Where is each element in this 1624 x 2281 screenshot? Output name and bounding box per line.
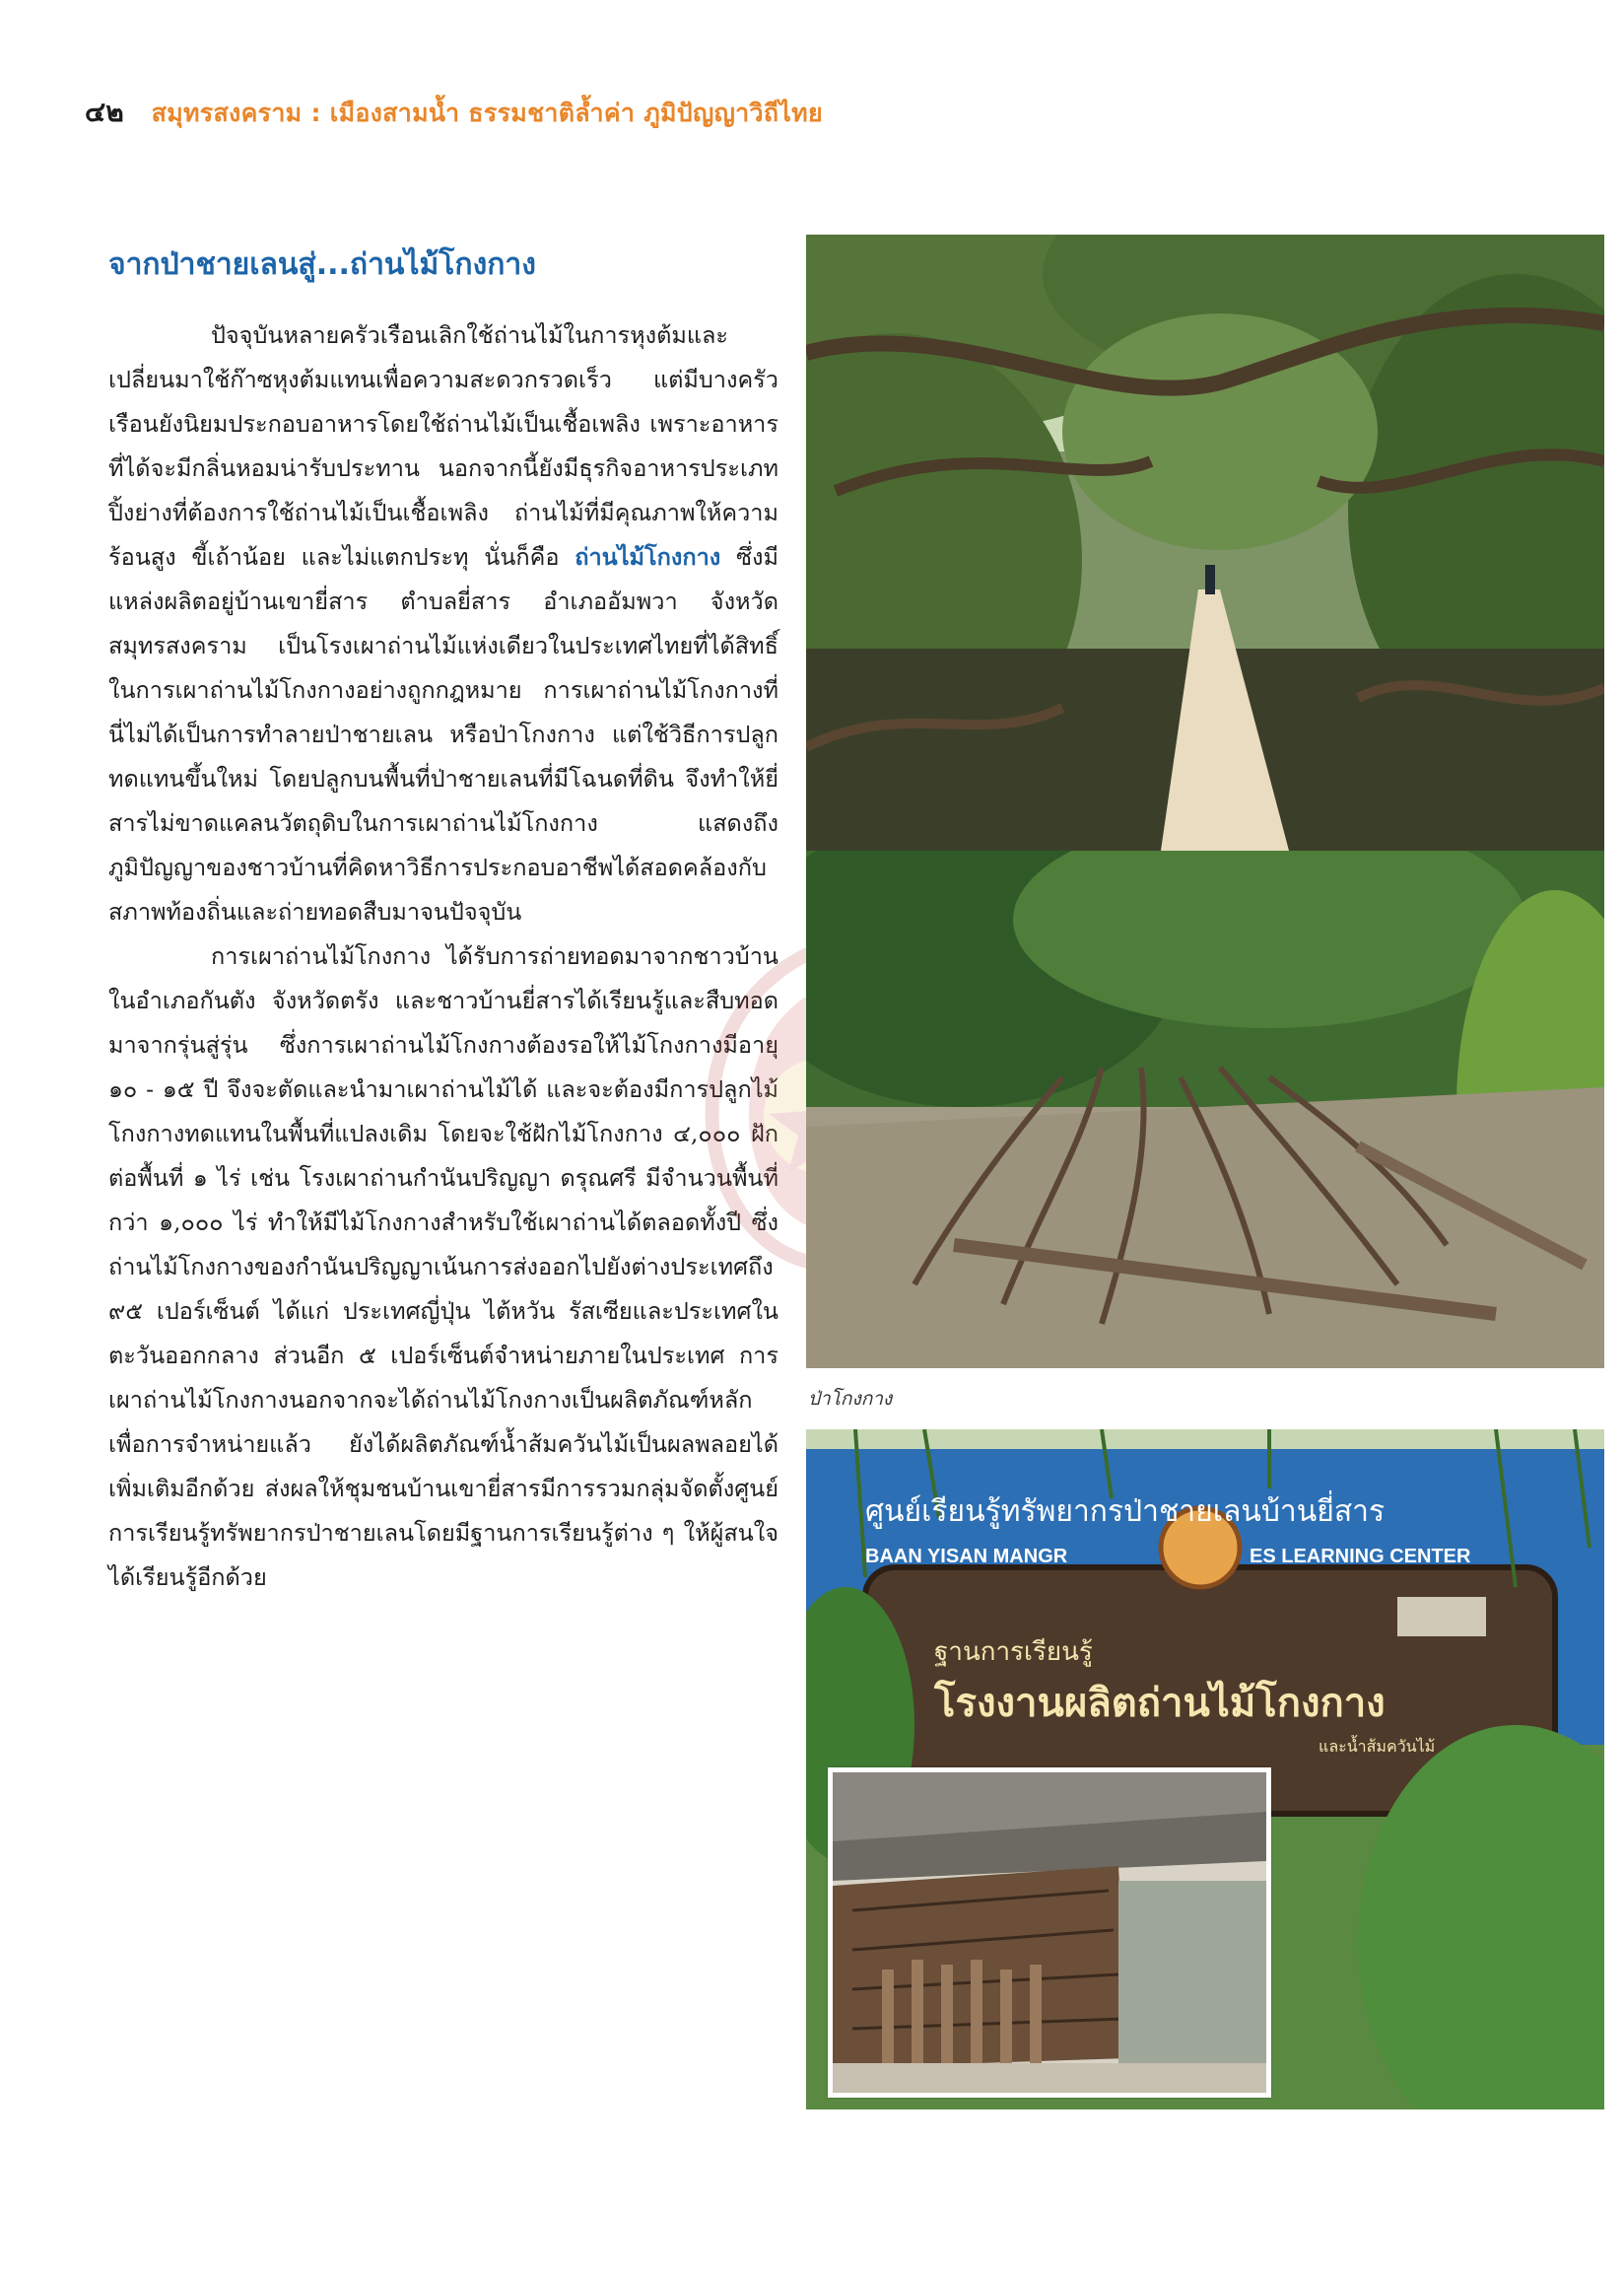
section-heading: จากป่าชายเลนสู่...ถ่านไม้โกงกาง xyxy=(108,247,536,282)
sign-main-text: ศูนย์เรียนรู้ทรัพยากรป่าชายเลนบ้านยี่สาร xyxy=(865,1494,1386,1529)
highlight-mangrove-charcoal: ถ่านไม้โกงกาง xyxy=(575,543,721,571)
photo-mangrove-roots xyxy=(806,851,1604,1368)
article-column xyxy=(108,237,778,1600)
photo-caption: ป่าโกงกาง xyxy=(808,1388,893,1410)
sign-english-right: ES LEARNING CENTER xyxy=(1250,1546,1471,1567)
photo-stacked-wood xyxy=(828,1767,1271,2098)
photo-mangrove-walkway xyxy=(806,235,1604,851)
running-title: สมุทรสงคราม : เมืองสามน้ำ ธรรมชาติล้ำค่า ภูมิปัญญาวิถีไทย xyxy=(151,99,823,127)
page-header xyxy=(85,91,823,130)
sign-english-left: BAAN YISAN MANGR xyxy=(865,1546,1068,1567)
page-number: ๔๒ xyxy=(85,96,124,128)
paragraph-1-text-b: ซึ่งมีแหล่งผลิตอยู่บ้านเขายี่สาร ตำบลยี่สาร อำเภออัมพวา จังหวัดสมุทรสงคราม เป็นโรงเผาถ่านไม้แห่งเดียวในประเทศไทยที่ได้สิทธิ์ในการเผาถ่านไม้โกงกางอย่างถูกกฎหมาย การเผาถ่านไม้โกงกางที่นี่ไม่ได้เป็นการทำลายป่าชายเลน หรือป่าโกงกาง แต่ใช้วิธีการปลูกทดแทนขึ้นใหม่ โดยปลูกบนพื้นที่ป่าชายเลนที่มีโฉนดที่ดิน จึงทำให้ยี่สารไม่ขาดแคลนวัตถุดิบในการเผาถ่านไม้โกงกาง แสดงถึงภูมิปัญญาของชาวบ้านที่คิดหาวิธีการประกอบอาชีพได้สอดคล้องกับสภาพท้องถิ่นและถ่ายทอดสืบมาจนปัจจุบัน xyxy=(108,543,778,926)
sign-factory-text: โรงงานผลิตถ่านไม้โกงกาง xyxy=(934,1681,1386,1726)
paragraph-1-text-a: ปัจจุบันหลายครัวเรือนเลิกใช้ถ่านไม้ในการหุงต้มและเปลี่ยนมาใช้ก๊าซหุงต้มแทนเพื่อความสะดวกรวดเร็ว แต่มีบางครัวเรือนยังนิยมประกอบอาหารโดยใช้ถ่านไม้เป็นเชื้อเพลิง เพราะอาหารที่ได้จะมีกลิ่นหอมน่ารับประทาน นอกจากนี้ยังมีธุรกิจอาหารประเภทปิ้งย่างที่ต้องการใช้ถ่านไม้เป็นเชื้อเพลิง ถ่านไม้ที่มีคุณภาพให้ความร้อนสูง ขี้เถ้าน้อย และไม่แตกประทุ นั่นก็คือ xyxy=(108,321,778,571)
sign-station-text: ฐานการเรียนรู้ xyxy=(934,1637,1093,1667)
paragraph-1 xyxy=(108,313,778,934)
sign-sub-text: และน้ำส้มควันไม้ xyxy=(1319,1737,1436,1756)
paragraph-2: การเผาถ่านไม้โกงกาง ได้รับการถ่ายทอดมาจากชาวบ้านในอำเภอกันตัง จังหวัดตรัง และชาวบ้านยี่สารได้เรียนรู้และสืบทอดมาจากรุ่นสู่รุ่น ซึ่งการเผาถ่านไม้โกงกางต้องรอให้ไม้โกงกางมีอายุ ๑๐ - ๑๕ ปี จึงจะตัดและนำมาเผาถ่านไม้ได้ และจะต้องมีการปลูกไม้โกงกางทดแทนในพื้นที่แปลงเดิม โดยจะใช้ฝักไม้โกงกาง ๔,๐๐๐ ฝักต่อพื้นที่ ๑ ไร่ เช่น โรงเผาถ่านกำนันปริญญา ดรุณศรี มีจำนวนพื้นที่กว่า ๑,๐๐๐ ไร่ ทำให้มีไม้โกงกางสำหรับใช้เผาถ่านได้ตลอดทั้งปี ซึ่งถ่านไม้โกงกางของกำนันปริญญาเน้นการส่งออกไปยังต่างประเทศถึง ๙๕ เปอร์เซ็นต์ ได้แก่ ประเทศญี่ปุ่น ไต้หวัน รัสเซียและประเทศในตะวันออกกลาง ส่วนอีก ๕ เปอร์เซ็นต์จำหน่ายภายในประเทศ การเผาถ่านไม้โกงกางนอกจากจะได้ถ่านไม้โกงกางเป็นผลิตภัณฑ์หลักเพื่อการจำหน่ายแล้ว ยังได้ผลิตภัณฑ์น้ำส้มควันไม้เป็นผลพลอยได้เพิ่มเติมอีกด้วย ส่งผลให้ชุมชนบ้านเขายี่สารมีการรวมกลุ่มจัดตั้งศูนย์การเรียนรู้ทรัพยากรป่าชายเลนโดยมีฐานการเรียนรู้ต่าง ๆ ให้ผู้สนใจได้เรียนรู้อีกด้วย xyxy=(108,942,778,1591)
